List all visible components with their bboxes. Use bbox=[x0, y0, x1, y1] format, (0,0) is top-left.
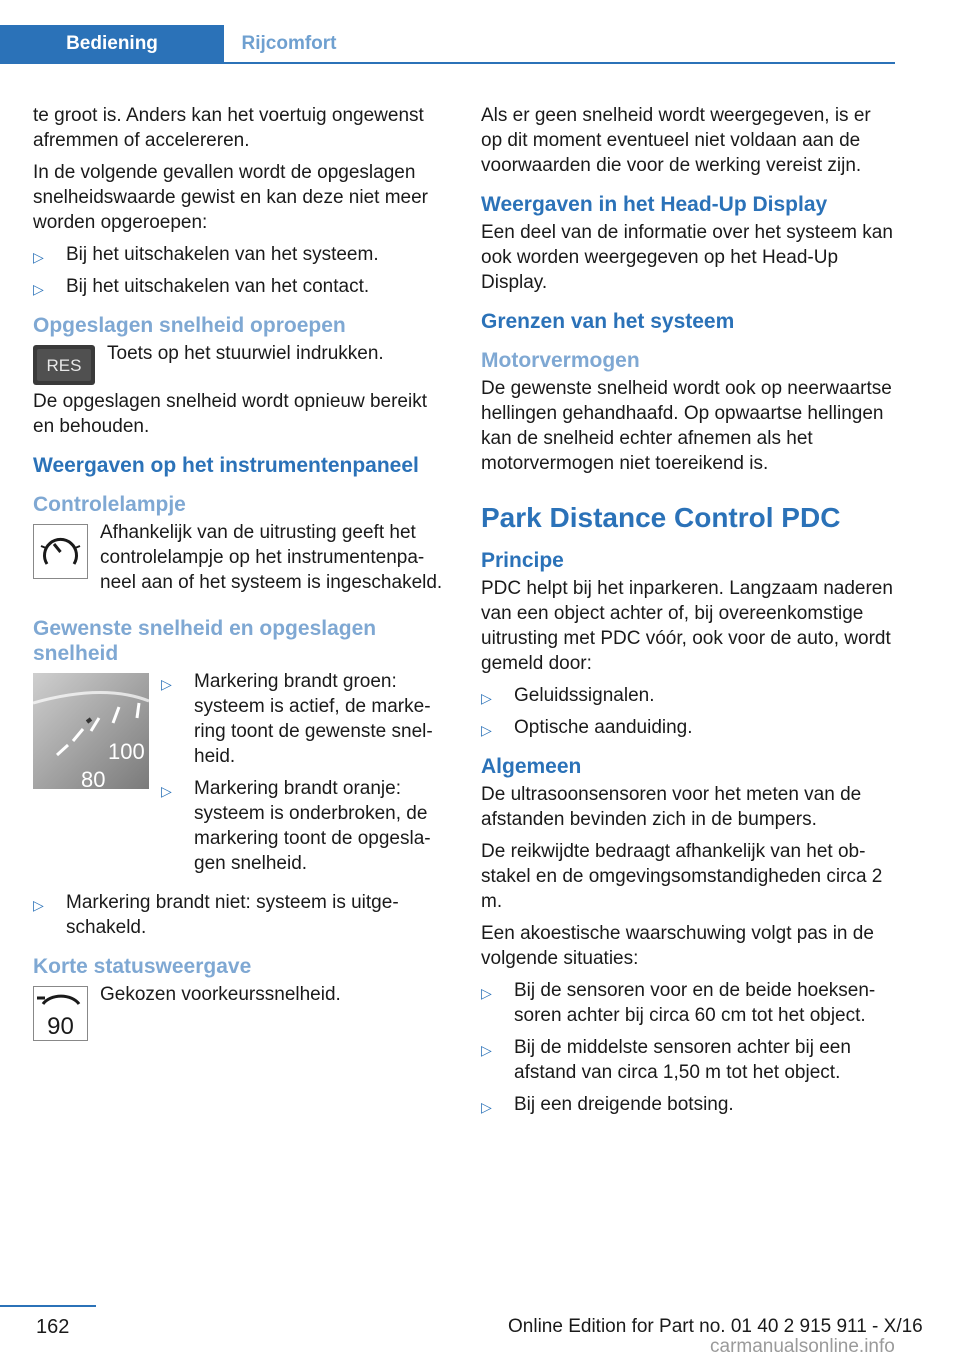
paragraph: Toets op het stuurwiel indrukken. bbox=[107, 343, 384, 364]
page-number: 162 bbox=[36, 1316, 70, 1338]
heading-head-up-display: Weergaven in het Head-Up Display bbox=[481, 193, 828, 216]
paragraph: Een akoestische waarschuwing volgt pas in de volgende situaties: bbox=[481, 923, 874, 969]
triangle-bullet-icon: ▷ bbox=[161, 676, 172, 692]
triangle-bullet-icon: ▷ bbox=[481, 1042, 492, 1058]
paragraph: Gekozen voorkeurssnelheid. bbox=[100, 984, 341, 1005]
triangle-bullet-icon: ▷ bbox=[33, 897, 44, 913]
tab-bediening[interactable]: Bediening bbox=[0, 25, 224, 62]
list-item: ▷ Geluidssignalen. bbox=[481, 683, 897, 708]
list-item: ▷ Markering brandt groen: systeem is actief, de markering toont de gewenste snelheid. bbox=[161, 671, 433, 767]
paragraph: De opgeslagen snelheid wordt opnieuw bereikt en behouden. bbox=[33, 391, 427, 437]
paragraph: De reikwijdte bedraagt afhankelijk van het obstakel en de omgevingsomstandigheden circa 2 m. bbox=[481, 841, 883, 912]
paragraph: De gewenste snelheid wordt ook op neerwaartse hellingen gehandhaafd. Op opwaartse hellingen kan de snelheid echter afnemen als het motorvermogen niet toereikend is. bbox=[481, 378, 892, 474]
footer-rule bbox=[0, 1305, 96, 1307]
paragraph: PDC helpt bij het inparkeren. Langzaam naderen van een object achter of, bij overeenkomstige uitrusting met PDC vóór, ook voor de auto, wordt gemeld door: bbox=[481, 578, 893, 674]
heading-grenzen-systeem: Grenzen van het systeem bbox=[481, 310, 735, 333]
triangle-bullet-icon: ▷ bbox=[33, 249, 44, 265]
heading-gewenste-snelheid: Gewenste snelheid en opgeslagen snelheid bbox=[33, 617, 377, 665]
paragraph: In de volgende gevallen wordt de opgeslagen snelheidswaarde gewist en kan deze niet meer worden opgeroepen: bbox=[33, 162, 429, 233]
list-item: ▷ Bij de middelste sensoren achter bij een afstand van circa 1,50 m tot het object. bbox=[481, 1037, 851, 1083]
triangle-bullet-icon: ▷ bbox=[33, 281, 44, 297]
heading-algemeen: Algemeen bbox=[481, 755, 582, 778]
heading-motorvermogen: Motorvermogen bbox=[481, 349, 640, 372]
res-label: RES bbox=[46, 356, 82, 375]
triangle-bullet-icon: ▷ bbox=[481, 722, 492, 738]
tab-rijcomfort[interactable]: Rijcomfort bbox=[241, 33, 337, 54]
paragraph: Als er geen snelheid wordt weergegeven, is er op dit moment eventueel niet voldaan aan de voorwaarden die voor de werking vereist zijn. bbox=[481, 105, 871, 176]
header-tabbar bbox=[0, 25, 895, 64]
bullet-list bbox=[33, 242, 453, 299]
list-item: ▷ Bij het uitschakelen van het systeem. bbox=[33, 242, 453, 267]
heading-principe: Principe bbox=[481, 549, 564, 572]
triangle-bullet-icon: ▷ bbox=[481, 1099, 492, 1115]
left-column bbox=[33, 103, 453, 1045]
right-column bbox=[481, 103, 897, 1124]
paragraph: Afhankelijk van de uitrusting geeft het controlelampje op het instrumentenpaneel aan of het systeem is ingeschakeld. bbox=[100, 522, 443, 593]
heading-korte-statusweergave: Korte statusweergave bbox=[33, 955, 252, 978]
bullet-list bbox=[481, 683, 897, 740]
list-item: ▷ Markering brandt oranje: systeem is onderbroken, de markering toont de opgeslagen snelheid. bbox=[161, 778, 431, 874]
edition-text: Online Edition for Part no. 01 40 2 915 911 - X/16 bbox=[508, 1316, 923, 1337]
paragraph: De ultrasoonsensoren voor het meten van de afstanden bevinden zich in de bumpers. bbox=[481, 784, 862, 830]
list-item: ▷ Optische aanduiding. bbox=[481, 715, 897, 740]
res-button-icon bbox=[33, 345, 95, 385]
cruise-control-lamp-icon bbox=[33, 524, 88, 579]
bullet-list bbox=[481, 978, 897, 1117]
paragraph: te groot is. Anders kan het voertuig ongewenst afremmen of accelereren. bbox=[33, 105, 424, 151]
heading-weergaven-instrumentenpaneel: Weergaven op het instrumentenpaneel bbox=[33, 454, 419, 477]
list-item: ▷ Bij een dreigende botsing. bbox=[481, 1092, 897, 1117]
list-item: ▷ Markering brandt niet: systeem is uitgeschakeld. bbox=[33, 892, 399, 938]
speed-value: 90 bbox=[47, 1013, 74, 1040]
gauge-label-80: 80 bbox=[81, 767, 106, 789]
triangle-bullet-icon: ▷ bbox=[161, 783, 172, 799]
paragraph: Een deel van de informatie over het systeem kan ook worden weergegeven op het Head-Up Display. bbox=[481, 222, 893, 293]
speed-status-icon bbox=[33, 986, 88, 1041]
triangle-bullet-icon: ▷ bbox=[481, 690, 492, 706]
bullet-list bbox=[161, 669, 453, 883]
heading-controlelampje: Controlelampje bbox=[33, 493, 186, 516]
watermark: carmanualsonline.info bbox=[710, 1336, 895, 1357]
heading-park-distance-control: Park Distance Control PDC bbox=[481, 502, 841, 533]
gauge-label-100: 100 bbox=[108, 739, 145, 764]
triangle-bullet-icon: ▷ bbox=[481, 985, 492, 1001]
speedometer-gauge-icon bbox=[33, 673, 149, 789]
bullet-list bbox=[33, 890, 453, 940]
heading-opgeslagen-snelheid-oproepen: Opgeslagen snelheid oproepen bbox=[33, 314, 346, 337]
list-item: ▷ Bij de sensoren voor en de beide hoeksensoren achter bij circa 60 cm tot het object. bbox=[481, 980, 876, 1026]
list-item: ▷ Bij het uitschakelen van het contact. bbox=[33, 274, 453, 299]
